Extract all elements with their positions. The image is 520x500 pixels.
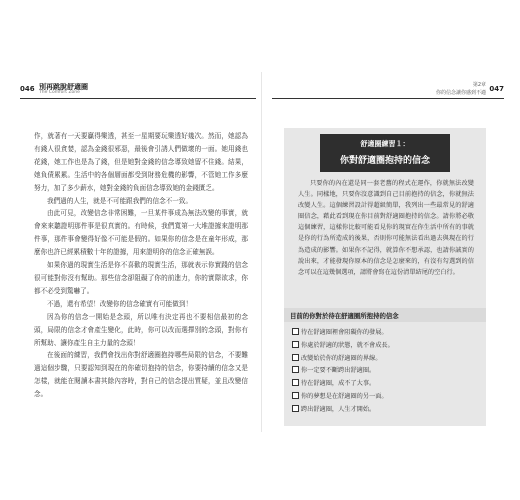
checkbox-icon[interactable] [292, 366, 299, 373]
chapter-label: 第2章 [472, 82, 486, 88]
checkbox-icon[interactable] [292, 328, 299, 335]
body-paragraph-2: 我們過的人生，就是不可能跟我們的信念不一致。 [47, 196, 193, 205]
checklist-item[interactable] [292, 377, 480, 390]
left-page [14, 72, 261, 432]
checklist-item[interactable] [292, 403, 480, 416]
book-title: 別再跳脫舒適圈 [39, 83, 88, 91]
checklist-item-label: 你的夢想是在舒適圈的另一面。 [301, 392, 388, 400]
checklist-item[interactable] [292, 390, 480, 403]
checkbox-icon[interactable] [292, 354, 299, 361]
book-spread [14, 72, 508, 432]
exercise-box [284, 128, 486, 426]
chapter-subtitle: 你的信念讓你感到不適 [435, 90, 486, 96]
belief-checklist [292, 326, 480, 416]
right-page [262, 72, 508, 432]
left-page-header [20, 80, 256, 98]
checklist-item[interactable] [292, 364, 480, 377]
book-subtitle: The Comfort Zone [39, 90, 80, 95]
checklist-item-label: 跨出舒適圈，人生才開始。 [301, 405, 376, 413]
page-number-left: 046 [20, 85, 35, 93]
checklist-item-label: 改變始於你的舒適圈的界線。 [301, 354, 382, 362]
exercise-subtitle: 你對舒適圈抱持的信念 [339, 156, 430, 166]
checklist-item-label: 待在舒適圈裡會阻礙你的發展。 [301, 329, 388, 336]
checkbox-icon[interactable] [292, 392, 299, 399]
checkbox-icon[interactable] [292, 379, 299, 386]
checklist-item-label: 待在舒適圈，成不了大事。 [301, 380, 376, 388]
checklist-item[interactable] [292, 339, 480, 352]
checklist-heading [284, 308, 486, 322]
page-number-right: 047 [489, 85, 504, 93]
body-paragraph-4: 如果你過的現實生活是你不喜歡的現實生活，那就表示你實踐的信念很可能對你沒有幫助。那些信念卻阻礙了你的前進力，你的實際欲求，你都不必受到驚嚇了。 [34, 261, 248, 295]
right-page-header [272, 80, 504, 98]
checkbox-icon[interactable] [292, 405, 299, 412]
header-rule-right [272, 98, 504, 99]
exercise-title-bar [320, 134, 450, 172]
checklist-item[interactable] [292, 352, 480, 365]
body-paragraph-7: 在後面的練習，我們會找出你對舒適圈抱持哪些局限的信念，不要難過這個步驟，只要認知到現在的你確切抱持的信念，你要持續的信念又是怎樣，就能在閱讀本書其餘內容時，對自己的信念提出質疑，並且改變信念。 [34, 351, 248, 399]
header-rule-left [20, 98, 256, 99]
left-body-text [34, 130, 248, 401]
checkbox-icon[interactable] [292, 341, 299, 348]
checklist-item-label: 你處於舒適的狀態，就不會成長。 [301, 341, 394, 349]
checklist-item[interactable] [292, 326, 480, 339]
exercise-title: 舒適圈練習１： [360, 140, 410, 148]
body-paragraph-1: 作，就著有一天要贏得樂透，甚至一星期要玩樂透好幾次。然而，她認為有錢人很貪婪，認為金錢很邪惡，最後會引誘人們做壞的一面。她用錢也花錢，她工作也是為了錢，但是她對金錢的信念導致她留不住錢。結果，她負債累累。生活中的各個層面都受到財務危機的影響，不管她工作多麼努力，加了多少薪水，她對金錢的負面信念導致她的金錢匱乏。 [34, 132, 248, 192]
exercise-paragraph: 只要你的內在還是同一套老舊的程式在運作，你就無法改變人生。同樣地，只要你沒意識到自己目前抱持的信念，你就無法改變人生。這個練習設計得超級簡單，我列出一些最常見的舒適圈信念，藉此看到現在你目前對舒適圈抱持的信念。請你將必敬這個練習，這樣你比較可能看見你的現實在你生活中所有的事就是你的行為所造成的後果，否則你可能無法看出過去與現在的行為造成的影響。如果你不記得，就算你不想承認，也請你誠實的說出來，才能發現你原本的信念是怎麼來的，有沒有勾選到的信念可以在這幾個選項，請將會寫在這份清單結尾的空白行。 [298, 180, 474, 276]
checklist-item-label: 你一定要不斷跨出舒適圈。 [301, 367, 376, 375]
checklist-heading-text: 目前的你對於待在舒適圈所抱持的信念 [290, 312, 399, 320]
body-paragraph-5: 不過，還有希望！改變你的信念確實有可能做到！ [47, 299, 193, 308]
body-paragraph-3: 由此可見，改變信念非常困難，一旦某件事成為無法改變的事實，就會來來聽證明那件事是很真實的。有時候，我們寬第一大堆證據來證明那件事，那件事會變得好像不可能是假的。如果你的信念是在童年形成，那麼你也許已經累積數十年的證據，用來證明你的信念正確無誤。 [34, 209, 248, 257]
body-paragraph-6: 因為你的信念一開始是念頭，所以唯有決定再也不要相信最初的念頭，局限的信念才會產生變化，此時，你可以改而選擇別的念頭，對你有所幫助、讓你產生自主力量的念頭！ [34, 312, 248, 347]
